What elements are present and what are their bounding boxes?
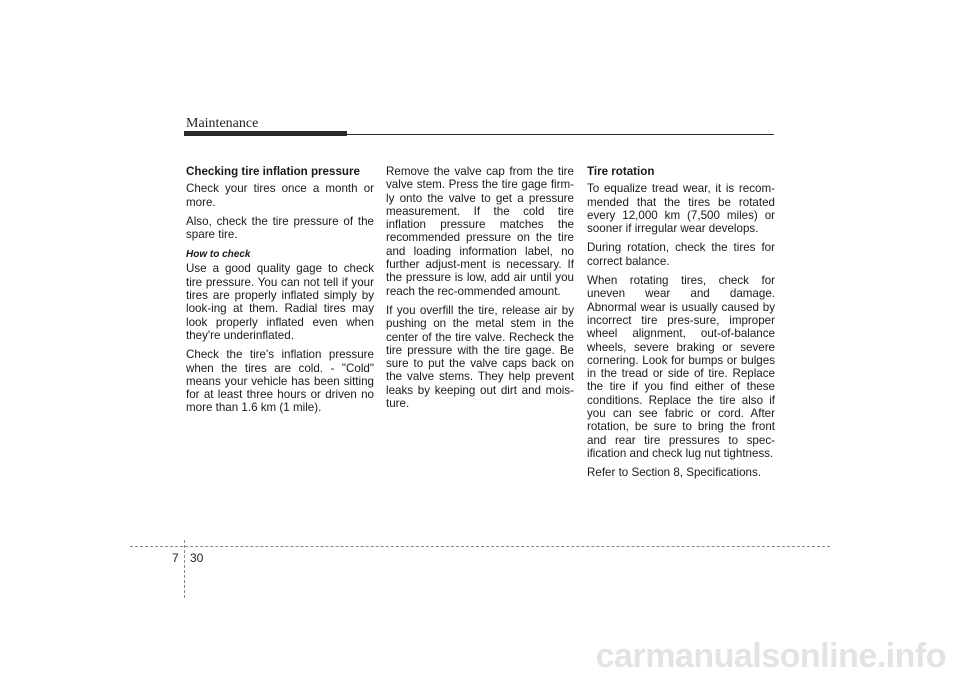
paragraph: Remove the valve cap from the tire valve stem. Press the tire gage firm-ly onto the valve to get a pressure measurement. If the cold tire inflation pressure matches the recommended pressure on the tire and loading information label, no further adjust-ment is necessary. If the pressure is low, add air until you reach the rec-ommended amount. (386, 165, 574, 298)
section-title: Maintenance (186, 116, 259, 131)
header-rule (184, 134, 774, 135)
subheading-how-to-check: How to check (186, 249, 251, 261)
paragraph: Check your tires once a month or more. (186, 182, 374, 209)
footer-rule (130, 546, 830, 547)
paragraph: When rotating tires, check for uneven wear and damage. Abnormal wear is usually caused by incorrect tire pres-sure, improper wheel alignment, out-of-balance wheels, severe braking or severe cornering. Look for bumps or bulges in the tread or side of tire. Replace the tire if you find either of these conditions. Replace the tire also if you can see fabric or cord. After rotation, be sure to bring the front and rear tire pressures to spec-ification and check lug nut tightness. (587, 274, 775, 460)
footer-divider (184, 540, 185, 598)
paragraph: To equalize tread wear, it is recom-mended that the tires be rotated every 12,000 km (7,500 miles) or sooner if irregular wear develops. (587, 182, 775, 236)
column-3 (587, 165, 775, 486)
watermark: carmanualsonline.info (595, 637, 946, 675)
paragraph: Use a good quality gage to check tire pressure. You can not tell if your tires are properly inflated simply by look-ing at them. Radial tires may look properly inflated even when they're underinflated. (186, 262, 374, 342)
page-number: 30 (190, 551, 204, 565)
paragraph: Refer to Section 8, Specifications. (587, 466, 761, 480)
paragraph: Also, check the tire pressure of the spare tire. (186, 214, 374, 242)
chapter-number: 7 (172, 551, 179, 565)
paragraph: During rotation, check the tires for correct balance. (587, 241, 775, 268)
column-1 (186, 165, 374, 421)
paragraph: If you overfill the tire, release air by pushing on the metal stem in the center of the tire valve. Recheck the tire pressure with the tire gage. Be sure to put the valve caps back on the valve stems. They help prevent leaks by keeping out dirt and mois-ture. (386, 303, 574, 411)
column-2 (386, 165, 574, 416)
paragraph: Check the tire's inflation pressure when the tires are cold. - "Cold" means your vehicle has been sitting for at least three hours or driven no more than 1.6 km (1 mile). (186, 348, 374, 415)
heading-checking-tire-pressure: Checking tire inflation pressure (186, 165, 360, 178)
heading-tire-rotation: Tire rotation (587, 165, 655, 178)
